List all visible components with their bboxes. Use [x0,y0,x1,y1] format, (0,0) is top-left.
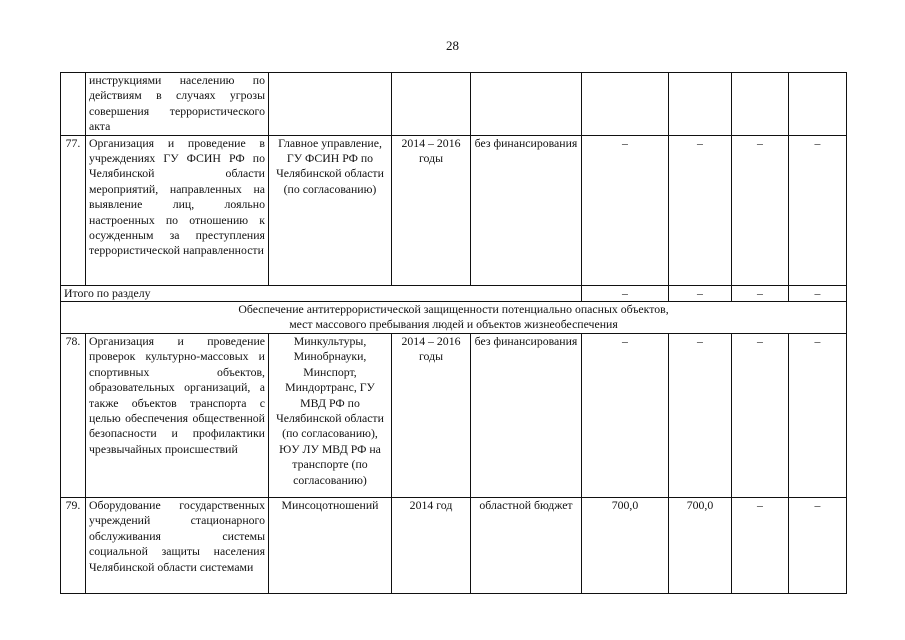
cell-activity: инструкциями населению по действиям в случаях угрозы совершения террористического акта [86,73,269,136]
page-number: 28 [446,38,459,53]
total-v1: – [582,285,669,301]
section-title-line1: Обеспечение антитеррористической защищенности потенциально опасных объектов, [238,302,669,317]
cell-v2: – [669,135,732,285]
total-v4: – [789,285,847,301]
cell-v1 [582,73,669,136]
cell-v4: – [789,498,847,594]
section-title-line2: мест массового пребывания людей и объектов жизнеобеспечения [289,317,618,332]
cell-v3: – [732,498,789,594]
total-v3: – [732,285,789,301]
cell-executor [269,73,392,136]
cell-period [392,73,471,136]
cell-v4: – [789,334,847,498]
cell-num [61,73,86,136]
cell-v1: – [582,135,669,285]
cell-source [471,73,582,136]
table-row [61,334,847,498]
table-row [61,135,847,285]
table-row-continuation [61,73,847,136]
cell-executor: Главное управление, ГУ ФСИН РФ по Челябинской области (по согласованию) [269,135,392,285]
cell-period: 2014 год [392,498,471,594]
cell-period: 2014 – 2016 годы [392,135,471,285]
cell-source: областной бюджет [471,498,582,594]
section-title [61,302,847,334]
table-row-total [61,285,847,301]
cell-executor: Минсоцотношений [269,498,392,594]
cell-activity: Организация и проведение проверок культурно-массовых и спортивных объектов, образовательных организаций, а также объектов транспорта с целью обеспечения общественной безопасности и профилактики чрезвычайных происшествий [86,334,269,498]
cell-v4: – [789,135,847,285]
cell-source: без финансирования [471,334,582,498]
table-row-section [61,302,847,334]
cell-v1: – [582,334,669,498]
total-label: Итого по разделу [61,285,582,301]
cell-v3: – [732,334,789,498]
table-row [61,498,847,594]
cell-source: без финансирования [471,135,582,285]
cell-v1: 700,0 [582,498,669,594]
cell-v2: – [669,334,732,498]
row-number: 77. [61,135,86,285]
cell-period: 2014 – 2016 годы [392,334,471,498]
cell-v3 [732,73,789,136]
cell-v4 [789,73,847,136]
cell-v3: – [732,135,789,285]
total-v2: – [669,285,732,301]
cell-v2 [669,73,732,136]
cell-v2: 700,0 [669,498,732,594]
cell-activity: Оборудование государственных учреждений стационарного обслуживания системы социальной защиты населения Челябинской области системами [86,498,269,594]
program-table [60,72,847,594]
row-number: 78. [61,334,86,498]
cell-activity: Организация и проведение в учреждениях ГУ ФСИН РФ по Челябинской области мероприятий, направленных на выявление лиц, лояльно настроенных по отношению к осужденным за преступления террористической направленности [86,135,269,285]
cell-executor: Минкультуры, Минобрнауки, Минспорт, Миндортранс, ГУ МВД РФ по Челябинской области (по согласованию), ЮУ ЛУ МВД РФ на транспорте (по согласованию) [269,334,392,498]
row-number: 79. [61,498,86,594]
